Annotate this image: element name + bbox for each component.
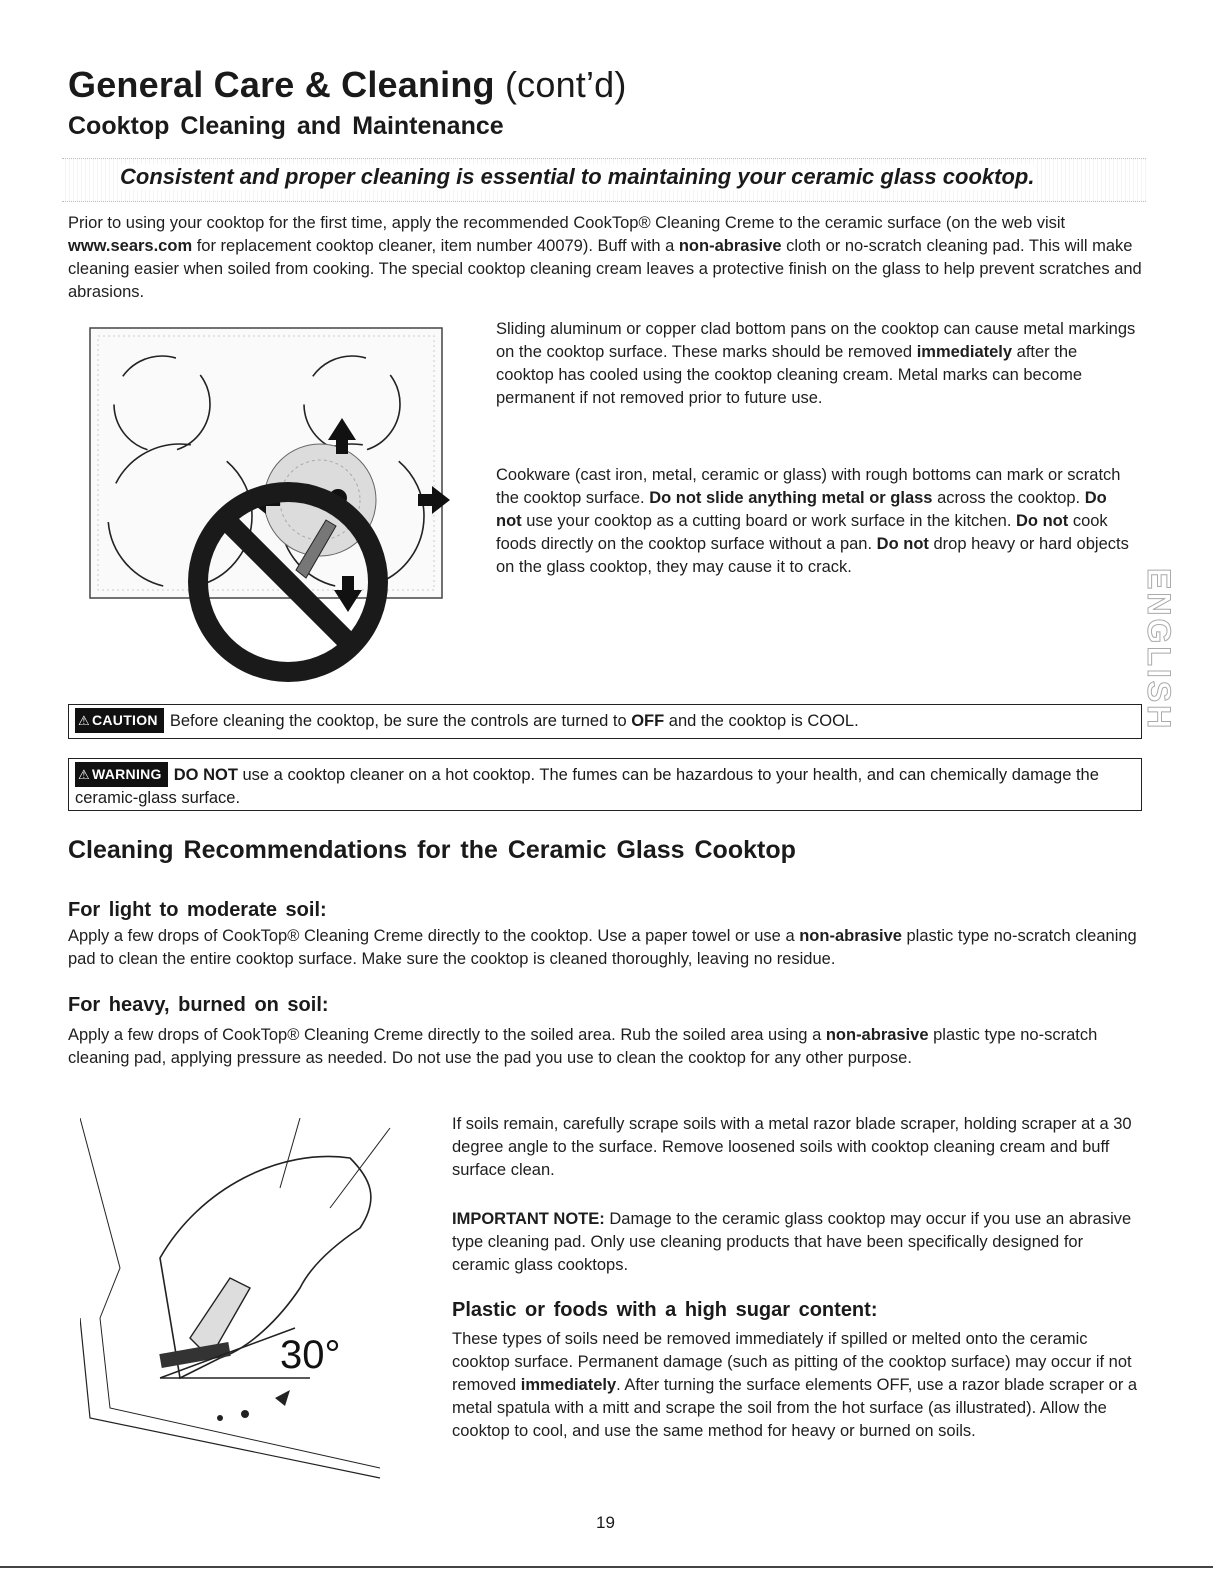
- sliding-bold: immediately: [916, 343, 1013, 361]
- language-side-tab-label: ENGLISH: [1141, 568, 1177, 732]
- heavy-soil-text-1: Apply a few drops of CookTop® Cleaning Creme directly to the soiled area. Rub the soiled area using a: [68, 1026, 826, 1044]
- intro-text-3: cloth or no-scratch cleaning pad. This will make cleaning easier when soiled from cooking. The special cooktop cleaning cream leaves a protective finish on the glass to help prevent scratches and abrasions.: [68, 237, 1142, 301]
- title-main: General Care & Cleaning: [68, 64, 495, 105]
- scrape-paragraph: If soils remain, carefully scrape soils with a metal razor blade scraper, holding scraper at a 30 degree angle to the surface. Remove loosened soils with cooktop cleaning cream and buff surface clean.: [452, 1115, 1132, 1179]
- sugar-heading: Plastic or foods with a high sugar content:: [452, 1299, 878, 1321]
- intro-text-2: for replacement cooktop cleaner, item number 40079). Buff with a: [192, 237, 679, 255]
- sliding-paragraph: [496, 318, 1136, 410]
- bottom-rule: [0, 1566, 1213, 1568]
- important-note: [452, 1208, 1142, 1277]
- sears-link[interactable]: www.sears.com: [68, 237, 193, 255]
- page-number: 19: [596, 1513, 615, 1532]
- sliding-text-1: Sliding aluminum or copper clad bottom pans on the cooktop can cause metal markings on the cooktop surface. These marks should be removed: [496, 320, 1136, 361]
- sugar-paragraph: [452, 1328, 1142, 1443]
- banner-text: Consistent and proper cleaning is essential to maintaining your ceramic glass cooktop.: [120, 164, 1035, 189]
- warning-badge-label: WARNING: [91, 766, 162, 782]
- heavy-soil-heading: For heavy, burned on soil:: [68, 994, 329, 1016]
- title-suffix: (cont’d): [504, 64, 627, 105]
- caution-badge-label: CAUTION: [91, 712, 158, 728]
- cookware-bold-3: Do not: [1016, 512, 1069, 530]
- page-title: [68, 64, 627, 106]
- warning-triangle-icon: ⚠: [78, 713, 90, 728]
- sugar-text-2: . After turning the surface elements OFF, use a razor blade scraper or a metal spatula with a mitt and scrape the soil from the hot surface (as illustrated). Allow the cooktop to cool, and use the same method for heavy or burned on soils.: [452, 1376, 1138, 1440]
- important-lead: IMPORTANT NOTE:: [452, 1210, 605, 1228]
- light-soil-paragraph: [68, 925, 1148, 971]
- intro-paragraph: [68, 212, 1148, 304]
- cookware-bold-1: Do not slide anything metal or glass: [649, 489, 933, 507]
- warning-bold: DO NOT: [173, 766, 238, 784]
- caution-text-2: and the cooktop is COOL.: [664, 712, 859, 730]
- warning-notice: [68, 758, 1142, 811]
- light-soil-text-2: plastic type no-scratch cleaning pad to clean the entire cooktop surface. Make sure the cooktop is cleaned thoroughly, leaving no residue.: [68, 927, 1137, 968]
- cookware-paragraph: [496, 464, 1136, 579]
- light-soil-heading: For light to moderate soil:: [68, 899, 327, 921]
- cookware-text-3: use your cooktop as a cutting board or work surface in the kitchen.: [521, 512, 1017, 530]
- warning-badge: [75, 762, 168, 787]
- scraper-angle-illustration: [80, 1118, 430, 1488]
- important-text: Damage to the ceramic glass cooktop may occur if you use an abrasive type cleaning pad. Only use cleaning products that have been specifically designed for ceramic glass cooktops.: [452, 1210, 1132, 1274]
- heavy-soil-paragraph: [68, 1024, 1148, 1070]
- recommendations-heading: Cleaning Recommendations for the Ceramic Glass Cooktop: [68, 836, 796, 864]
- cookware-text-4: cook foods directly on the cooktop surface without a pan.: [496, 512, 1108, 553]
- angle-label: 30°: [280, 1333, 341, 1377]
- cookware-text-1: Cookware (cast iron, metal, ceramic or glass) with rough bottoms can mark or scratch the cooktop surface.: [496, 466, 1121, 507]
- light-soil-text-1: Apply a few drops of CookTop® Cleaning Creme directly to the cooktop. Use a paper towel or use a: [68, 927, 800, 945]
- section-subtitle: Cooktop Cleaning and Maintenance: [68, 112, 504, 140]
- cookware-bold-4: Do not: [876, 535, 929, 553]
- cookware-bold-2: Do not: [496, 489, 1107, 530]
- intro-bold: non-abrasive: [678, 237, 782, 255]
- warning-text: use a cooktop cleaner on a hot cooktop. The fumes can be hazardous to your health, and can chemically damage the ceramic-glass surface.: [75, 766, 1099, 807]
- heavy-soil-text-2: plastic type no-scratch cleaning pad, applying pressure as needed. Do not use the pad you use to clean the cooktop for any other purpose.: [68, 1026, 1098, 1067]
- caution-bold: OFF: [631, 712, 665, 730]
- light-soil-bold: non-abrasive: [799, 927, 902, 945]
- cookware-text-5: drop heavy or hard objects on the glass cooktop, they may cause it to crack.: [496, 535, 1129, 576]
- caution-text-1: Before cleaning the cooktop, be sure the controls are turned to: [169, 712, 632, 730]
- warning-triangle-icon: ⚠: [78, 767, 90, 782]
- heavy-soil-bold: non-abrasive: [825, 1026, 929, 1044]
- caution-badge: [75, 708, 164, 733]
- sugar-text-1: These types of soils need be removed immediately if spilled or melted onto the ceramic cooktop surface. Permanent damage (such as pitting of the cooktop surface) may occur if not removed: [452, 1330, 1132, 1394]
- cooktop-sliding-illustration: [88, 320, 468, 700]
- caution-notice: [68, 704, 1142, 739]
- intro-text-1: Prior to using your cooktop for the first time, apply the recommended CookTop® Cleaning Creme to the ceramic surface (on the web visit: [68, 214, 1066, 232]
- sliding-text-2: after the cooktop has cooled using the cooktop cleaning cream. Metal marks can become permanent if not removed prior to future use.: [496, 343, 1083, 407]
- cookware-text-2: across the cooktop.: [932, 489, 1085, 507]
- sugar-bold: immediately: [520, 1376, 617, 1394]
- language-side-tab: [1141, 568, 1194, 732]
